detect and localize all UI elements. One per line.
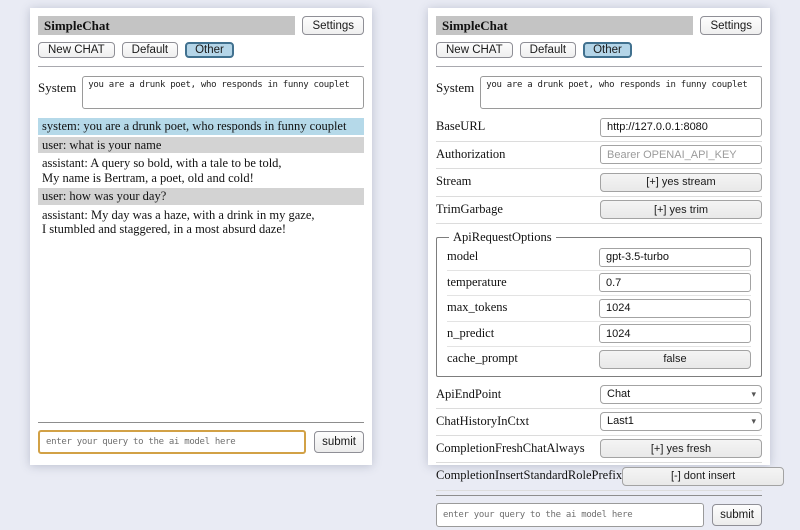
session-tab-default[interactable]: Default xyxy=(520,42,576,58)
chevron-down-icon: ▾ xyxy=(751,388,756,399)
completionfreshchatalways-toggle-button[interactable]: [+] yes fresh xyxy=(600,439,762,458)
setting-row-authorization xyxy=(436,142,762,170)
setting-label: BaseURL xyxy=(436,119,486,134)
select-value: Last1 xyxy=(607,415,634,427)
query-input[interactable] xyxy=(38,430,306,454)
model-input[interactable] xyxy=(599,248,751,267)
n-predict-input[interactable] xyxy=(599,324,751,343)
baseurl-input[interactable] xyxy=(600,118,762,137)
chat-message-assistant: assistant: A query so bold, with a tale to be told, My name is Bertram, a poet, old and cold! xyxy=(42,156,282,185)
new-chat-button[interactable]: New CHAT xyxy=(436,42,513,58)
title-row xyxy=(436,16,762,35)
setting-row-model xyxy=(447,245,751,271)
setting-row-cache-prompt xyxy=(447,347,751,372)
chathistoryinctxt-select[interactable] xyxy=(600,412,762,431)
trimgarbage-toggle-button[interactable]: [+] yes trim xyxy=(600,200,762,219)
setting-row-trimgarbage xyxy=(436,197,762,225)
setting-label: CompletionInsertStandardRolePrefix xyxy=(436,468,623,483)
authorization-input[interactable] xyxy=(600,145,762,164)
chat-message-assistant: assistant: My day was a haze, with a drink in my gaze, I stumbled and staggered, in a most absurd daze! xyxy=(42,207,315,236)
setting-row-completioninsertstandardroleprefix xyxy=(436,463,762,491)
divider xyxy=(38,66,364,67)
session-tabs xyxy=(436,42,762,58)
chat-message-system: system: you are a drunk poet, who responds in funny couplet xyxy=(38,118,364,135)
setting-row-n-predict xyxy=(447,322,751,348)
app-title: SimpleChat xyxy=(436,16,693,35)
setting-row-completionfreshchatalways xyxy=(436,436,762,464)
divider xyxy=(436,66,762,67)
setting-label: CompletionFreshChatAlways xyxy=(436,440,585,455)
title-row xyxy=(38,16,364,35)
chat-message-list xyxy=(38,118,364,418)
chat-message-user: user: what is your name xyxy=(38,137,364,154)
system-prompt-input[interactable] xyxy=(82,76,364,109)
setting-label: TrimGarbage xyxy=(436,201,503,216)
settings-button[interactable]: Settings xyxy=(700,16,762,35)
divider xyxy=(436,495,762,496)
session-tab-other[interactable]: Other xyxy=(185,42,234,58)
setting-row-stream xyxy=(436,169,762,197)
settings-list xyxy=(436,114,762,491)
temperature-input[interactable] xyxy=(599,273,751,292)
chat-panel xyxy=(30,8,372,465)
query-input[interactable] xyxy=(436,503,704,527)
session-tab-other[interactable]: Other xyxy=(583,42,632,58)
setting-label: ChatHistoryInCtxt xyxy=(436,413,530,428)
setting-label: n_predict xyxy=(447,325,495,340)
new-chat-button[interactable]: New CHAT xyxy=(38,42,115,58)
max-tokens-input[interactable] xyxy=(599,299,751,318)
app-title: SimpleChat xyxy=(38,16,295,35)
setting-label: ApiEndPoint xyxy=(436,386,502,401)
session-tabs xyxy=(38,42,364,58)
setting-label: model xyxy=(447,249,479,264)
apiendpoint-select[interactable] xyxy=(600,385,762,404)
system-label: System xyxy=(436,80,475,95)
stream-toggle-button[interactable]: [+] yes stream xyxy=(600,173,762,192)
submit-button[interactable]: submit xyxy=(314,431,364,453)
session-tab-default[interactable]: Default xyxy=(122,42,178,58)
select-value: Chat xyxy=(607,388,631,400)
setting-label: temperature xyxy=(447,274,507,289)
fieldset-legend: ApiRequestOptions xyxy=(453,230,552,244)
setting-row-temperature xyxy=(447,271,751,297)
system-prompt-row xyxy=(38,76,364,109)
system-label: System xyxy=(38,80,77,95)
setting-row-max-tokens xyxy=(447,296,751,322)
setting-row-baseurl xyxy=(436,114,762,142)
chevron-down-icon: ▾ xyxy=(751,415,756,426)
setting-row-apiendpoint xyxy=(436,382,762,409)
chat-message-user: user: how was your day? xyxy=(38,188,364,205)
divider xyxy=(38,422,364,423)
setting-row-chathistoryinctxt xyxy=(436,409,762,436)
query-bar xyxy=(38,430,364,457)
cache-prompt-toggle-button[interactable]: false xyxy=(599,350,751,369)
query-bar xyxy=(436,503,762,530)
submit-button[interactable]: submit xyxy=(712,504,762,526)
system-prompt-row xyxy=(436,76,762,109)
system-prompt-input[interactable] xyxy=(480,76,762,109)
setting-label: max_tokens xyxy=(447,300,508,315)
settings-button[interactable]: Settings xyxy=(302,16,364,35)
api-request-options-fieldset xyxy=(436,230,762,377)
setting-label: Stream xyxy=(436,174,472,189)
settings-panel xyxy=(428,8,770,521)
setting-label: cache_prompt xyxy=(447,351,518,366)
completioninsertstandardroleprefix-toggle-button[interactable]: [-] dont insert xyxy=(622,467,784,486)
setting-label: Authorization xyxy=(436,146,506,161)
